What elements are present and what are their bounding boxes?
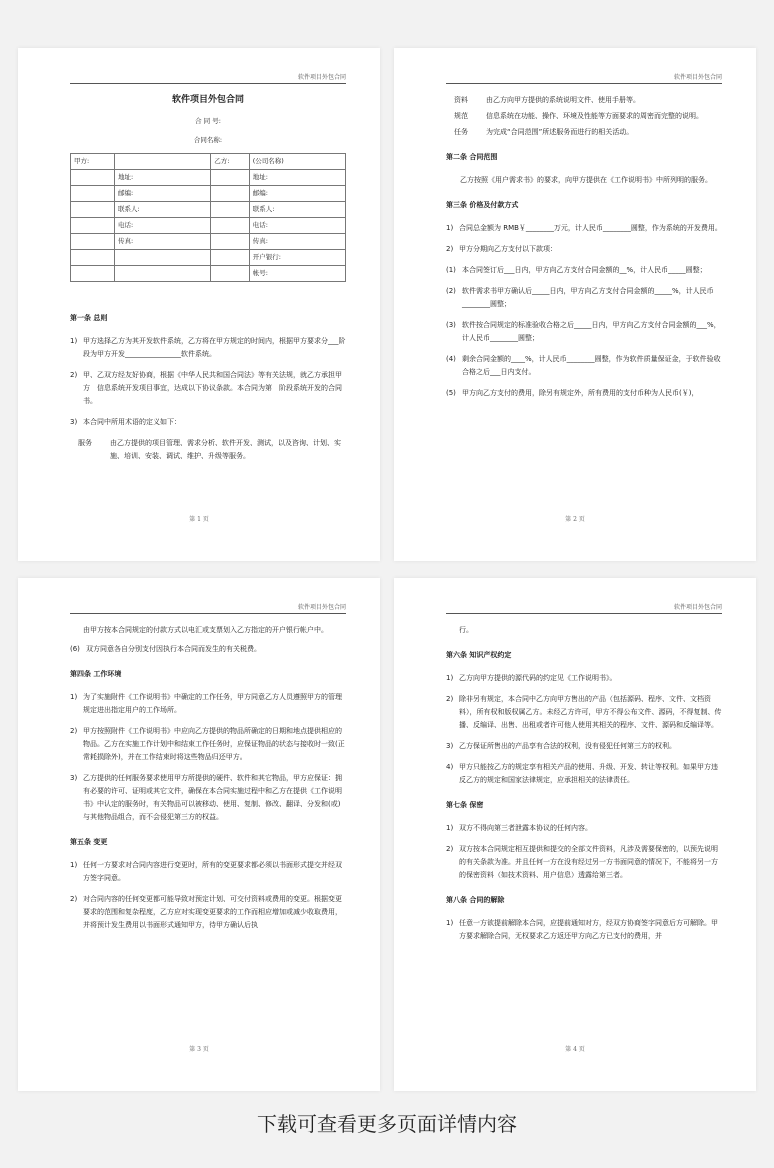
clause-item: 1) 双方不得向第三者泄露本协议的任何内容。 [446, 824, 592, 832]
table-cell: 地址: [249, 170, 345, 186]
page-header: 软件项目外包合同 [446, 72, 722, 84]
page-number: 第 1 页 [189, 516, 209, 523]
clause-item: 2) 甲方按照附件《工作说明书》中应向乙方提供的物品所确定的日期和地点提供相应的物品。乙方在实施工作计划中和结束工作任务时，应保证物品的状态与接收时一致(正常耗损除外)，并在工作结束时将这些物品归还甲方。 [70, 727, 345, 761]
table-cell: 联系人: [115, 202, 211, 218]
clause-item: (4) 剩余合同金额的____%，计人民币________圆整，作为软件质量保证金，于软件验收合格之后___日内支付。 [446, 355, 721, 376]
table-cell: 电话: [115, 218, 211, 234]
section-heading: 第三条 价格及付款方式 [446, 201, 519, 209]
table-cell: 传真: [115, 234, 211, 250]
clause-item: 3) 乙方保证所售出的产品享有合法的权利，没有侵犯任何第三方的权利。 [446, 742, 676, 750]
section-heading: 第六条 知识产权约定 [446, 651, 512, 659]
contract-title: 软件项目外包合同 [171, 95, 244, 105]
clause-item: 2) 甲方分期向乙方支付以下款项： [446, 245, 557, 253]
clause-item: 1) 合同总金额为 RMB￥________万元，计人民币________圆整，作为系统的开发费用。 [446, 224, 722, 232]
section-heading: 第四条 工作环境 [70, 670, 122, 678]
page-header: 软件项目外包合同 [446, 602, 722, 614]
page-body [446, 94, 722, 408]
document-page-1 [18, 48, 380, 561]
download-caption: 下载可查看更多页面详情内容 [257, 1112, 517, 1136]
table-cell: 邮编: [249, 186, 345, 202]
contract-name-label: 合同名称: [193, 136, 223, 144]
clause-item: (6) 双方同意各自分别支付因执行本合同而发生的有关税费。 [70, 645, 261, 653]
table-cell: 传真: [249, 234, 345, 250]
clause-item: 1) 乙方向甲方提供的源代码的约定见《工作说明书》。 [446, 674, 617, 682]
page-number: 第 3 页 [189, 1046, 209, 1053]
section-heading: 第二条 合同范围 [446, 153, 498, 161]
page-header: 软件项目外包合同 [70, 602, 346, 614]
clause-item: 2) 双方按本合同规定相互提供和提交的全部文件资料，凡涉及需要保密的，以预先说明的有关条款为准。并且任何一方在没有经过另一方书面同意的情况下，不能将另一方的保密资料（如技术资料、用户信息）透露给第三者。 [446, 845, 718, 879]
clause-item: 2) 除非另有规定，本合同中乙方向甲方售出的产品（包括源码、程序、文件、文档资料），所有权和版权属乙方。未经乙方许可，甲方不得公布文件、源码，不得复制、传播、反编译、出售、出租或者许可他人使用其相关的程序、文件、源码和反编译等。 [446, 695, 722, 729]
party-b-label: 乙方: [211, 154, 250, 170]
document-page-3 [18, 578, 380, 1091]
clause-item: 4) 甲方只能按乙方的规定享有相关产品的使用、升级、开发、转让等权利。如果甲方违反乙方的规定和国家法律规定，应承担相关的法律责任。 [446, 763, 718, 784]
clause-item: (2) 软件需求书甲方确认后_____日内，甲方向乙方支付合同金额的_____%，计人民币________圆整； [446, 287, 714, 308]
paragraph: 由甲方按本合同规定的付款方式以电汇或支票划入乙方指定的开户银行帐户中。 [83, 626, 328, 634]
definition-item: 资料 由乙方向甲方提供的系统说明文件、使用手册等。 [454, 96, 640, 104]
section-heading: 第一条 总则 [70, 314, 108, 322]
table-cell: 电话: [249, 218, 345, 234]
page-body [70, 624, 346, 940]
section-heading: 第七条 保密 [446, 801, 484, 809]
clause-item: (1) 本合同签订后___日内，甲方向乙方支付合同金额的__%，计人民币_____圆整； [446, 266, 707, 274]
page-body [446, 624, 722, 951]
paragraph: 乙方按照《用户需求书》的要求，向甲方提供在《工作说明书》中所列明的服务。 [460, 176, 712, 184]
section-heading: 第五条 变更 [70, 838, 108, 846]
clause-item: 1) 任何一方要求对合同内容进行变更时，所有的变更要求都必须以书面形式提交并经双方签字同意。 [70, 861, 342, 882]
definition-item: 任务 为完成“合同范围”所述服务而进行的相关活动。 [454, 128, 634, 136]
paragraph: 行。 [459, 626, 473, 634]
clause-item: 2) 甲、乙双方经友好协商，根据《中华人民共和国合同法》等有关法规，就乙方承担甲方 信息系统开发项目事宜，达成以下协议条款。本合同为第 阶段系统开发的合同书。 [70, 371, 342, 405]
page-body [70, 94, 346, 466]
party-a-label: 甲方: [71, 154, 115, 170]
table-cell: 邮编: [115, 186, 211, 202]
document-page-2 [394, 48, 756, 561]
table-cell [115, 266, 211, 282]
clause-item: 2) 对合同内容的任何变更都可能导致对预定计划、可交付资料或费用的变更。根据变更要求的范围和复杂程度，乙方应对实现变更要求的工作而相应增加或减少收取费用，并将预计发生费用以书面形式通知甲方，待甲方确认后执 [70, 895, 342, 929]
page-number: 第 4 页 [565, 1046, 585, 1053]
page-header: 软件项目外包合同 [70, 72, 346, 84]
definition-item: 服务 由乙方提供的项目管理、需求分析、软件开发、测试，以及咨询、计划、实施、培训、安装、调试、维护、升级等服务。 [78, 439, 341, 460]
clause-item: (3) 软件按合同规定的标准验收合格之后_____日内，甲方向乙方支付合同金额的___%，计人民币________圆整； [446, 321, 721, 342]
clause-item: 1) 甲方选择乙方为其开发软件系统，乙方将在甲方规定的时间内，根据甲方要求分___阶段为甲方开发________________软件系统。 [70, 337, 346, 358]
section-heading: 第八条 合同的解除 [446, 896, 505, 904]
clause-item: 1) 任意一方欲提前解除本合同，应提前通知对方，经双方协商签字同意后方可解除。甲方要求解除合同，无权要求乙方返还甲方向乙方已支付的费用，并 [446, 919, 718, 940]
definition-item: 规范 信息系统在功能、操作、环境及性能等方面要求的周密而完整的说明。 [454, 112, 703, 120]
document-page-4 [394, 578, 756, 1091]
parties-table [70, 153, 346, 282]
table-cell [115, 250, 211, 266]
contract-number-label: 合 同 号: [195, 117, 221, 125]
table-cell: 开户银行: [249, 250, 345, 266]
clause-item: 1) 为了实施附件《工作说明书》中确定的工作任务，甲方同意乙方人员遵照甲方的管理规定进出指定用户的工作场所。 [70, 693, 342, 714]
table-cell: 联系人: [249, 202, 345, 218]
table-cell: 地址: [115, 170, 211, 186]
page-number: 第 2 页 [565, 516, 585, 523]
table-cell: 帐号: [249, 266, 345, 282]
party-b-value: (公司名称) [249, 154, 345, 170]
clause-item: 3) 本合同中所用术语的定义如下： [70, 418, 181, 426]
clause-item: 3) 乙方提供的任何服务要求使用甲方所提供的硬件、软件和其它物品，甲方应保证：拥有必要的许可、证明或其它文件，确保在本合同实施过程中和乙方在提供《工作说明书》中认定的服务时，有关物品可以被移动、使用、复制、修改、翻译、分发和(或)与其他物品组合，而不会侵犯第三方的权益。 [70, 774, 342, 821]
clause-item: (5) 甲方向乙方支付的费用，除另有规定外，所有费用的支付币种为人民币(￥)， [446, 389, 699, 397]
